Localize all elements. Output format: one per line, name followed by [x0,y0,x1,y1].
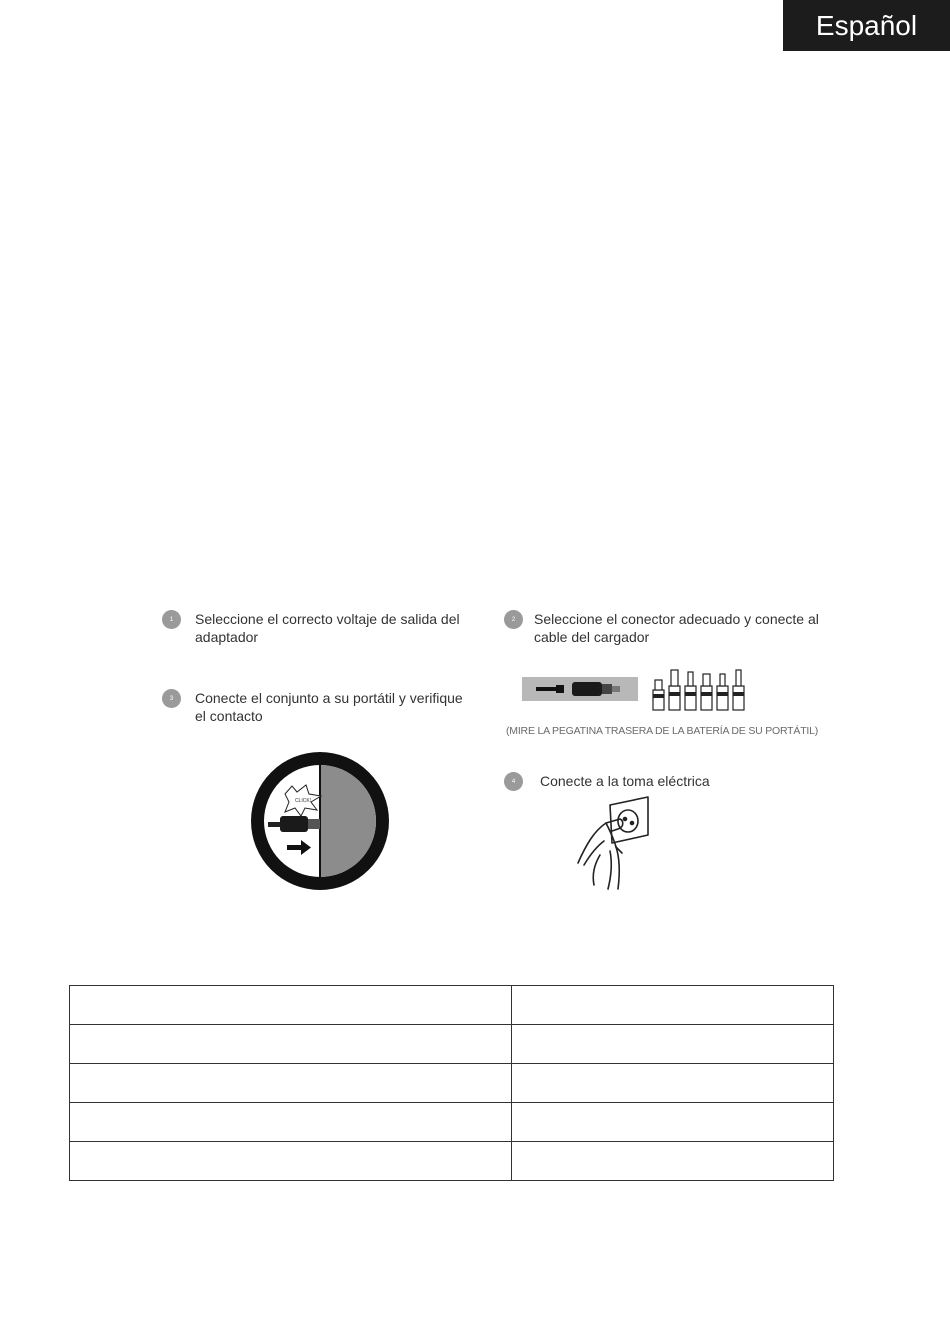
connector-cable-icon [522,677,638,706]
table-cell [512,1142,834,1181]
click-label: CLICK! [294,798,312,804]
step-text-line: Seleccione el correcto voltaje de salida del [195,611,460,627]
step-text [195,610,460,646]
step-text [540,772,710,790]
table-row [70,1025,834,1064]
table-cell [70,1142,512,1181]
step-number-badge: 4 [504,772,523,791]
table-row [70,1142,834,1181]
table-cell [512,1064,834,1103]
step-number-badge: 2 [504,610,523,629]
table-cell [512,1025,834,1064]
table-cell [70,1064,512,1103]
step-number-badge: 1 [162,610,181,629]
step-1 [162,610,460,646]
table-cell [512,1103,834,1142]
table-row [70,986,834,1025]
table-cell [512,986,834,1025]
step-text-line: adaptador [195,629,259,645]
step-text-line: cable del cargador [534,629,650,645]
step-text-line: Conecte el conjunto a su portátil y verifique [195,690,463,706]
language-tab [783,0,950,51]
table-cell [70,986,512,1025]
connector-tips-icon [650,668,756,717]
spec-table [69,985,834,1181]
step-number-badge: 3 [162,689,181,708]
step-text [534,610,819,646]
step-text-line: Seleccione el conector adecuado y conecte al [534,611,819,627]
step-text-line: Conecte a la toma eléctrica [540,773,710,789]
laptop-connect-illustration [251,752,389,895]
step-text [195,689,463,725]
language-label: Español [815,9,918,41]
table-cell [70,1103,512,1142]
battery-sticker-note: (MIRE LA PEGATINA TRASERA DE LA BATERÍA DE SU PORTÁTIL) [506,725,819,737]
table-row [70,1103,834,1142]
step-4 [504,772,710,791]
step-text-line: el contacto [195,708,263,724]
step-3 [162,689,463,725]
table-row [70,1064,834,1103]
table-cell [70,1025,512,1064]
wall-socket-illustration [570,795,666,898]
step-2 [504,610,819,646]
